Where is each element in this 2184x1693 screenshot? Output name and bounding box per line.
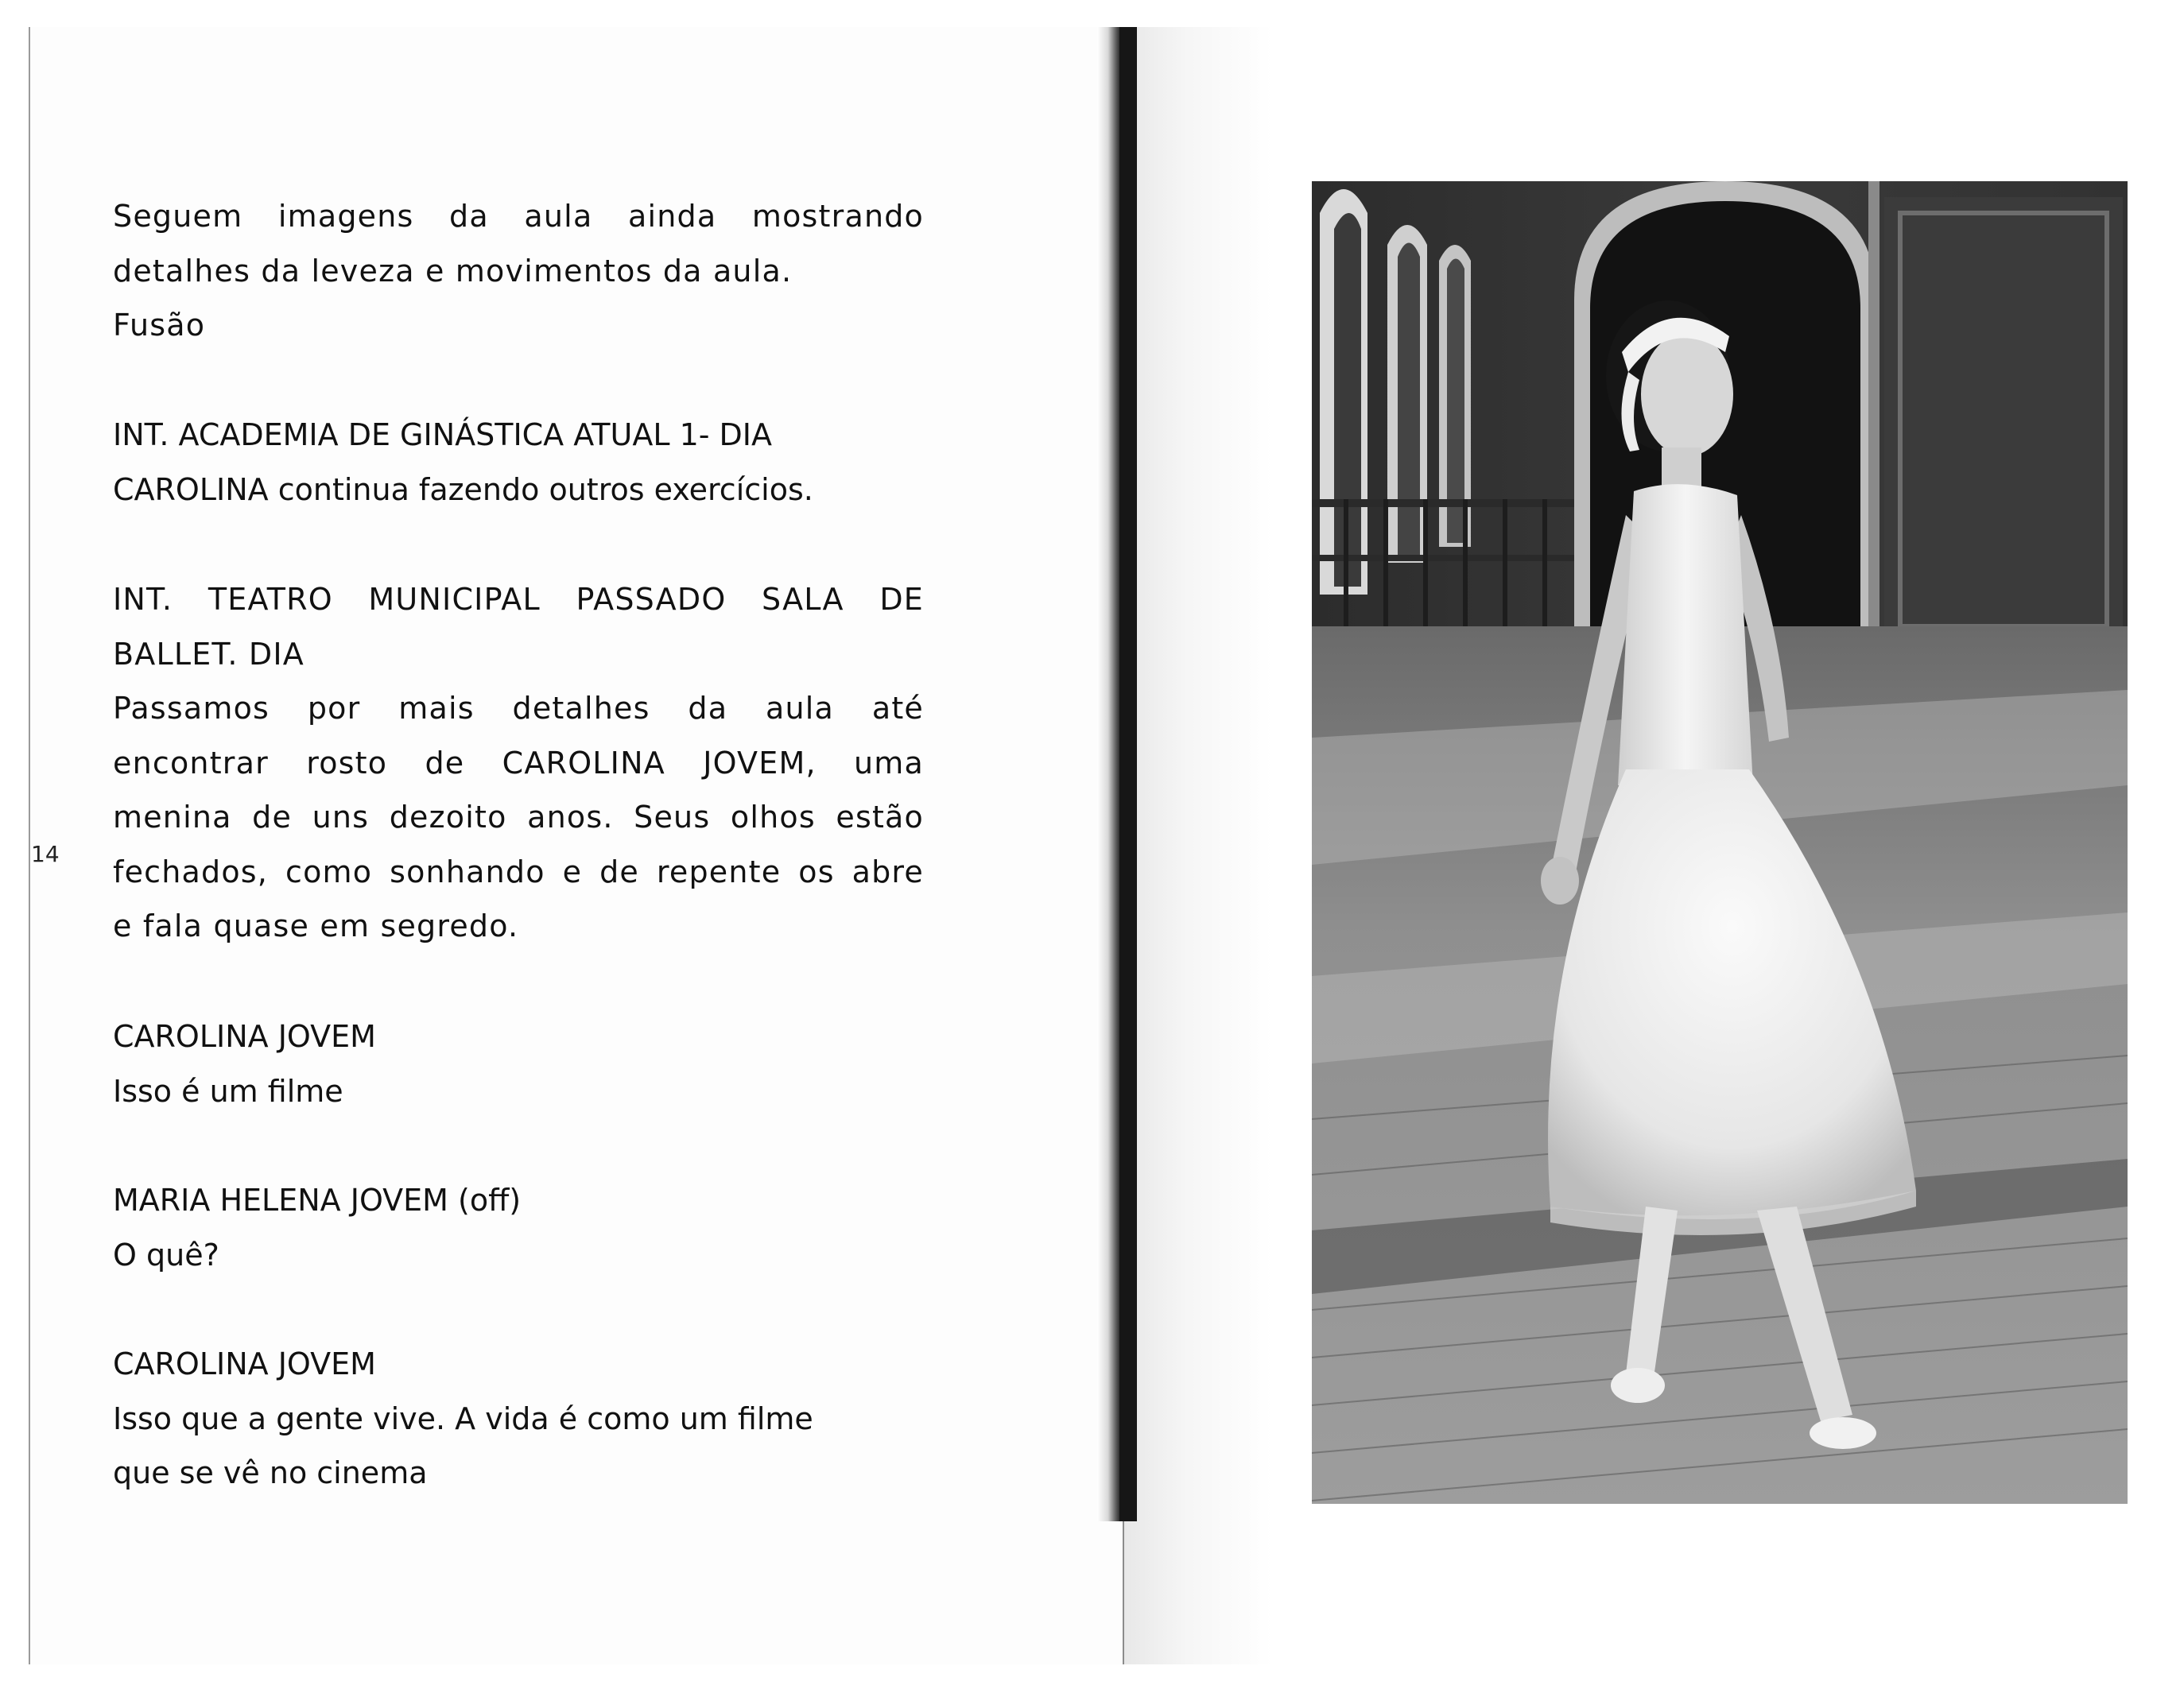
book-fold-line xyxy=(1123,1521,1124,1664)
scene-heading: BALLET. DIA xyxy=(113,636,305,672)
dialogue-line: que se vê no cinema xyxy=(113,1455,428,1490)
text-line: fechados, como sonhando e de repente os abre xyxy=(113,854,924,889)
arched-windows xyxy=(1320,189,1471,595)
text-line: Seguem imagens da aula ainda mostrando xyxy=(113,199,924,234)
character-name: MARIA HELENA JOVEM (off) xyxy=(113,1183,522,1218)
paragraph-scene-description xyxy=(113,189,924,353)
character-name: CAROLINA JOVEM xyxy=(113,1019,376,1054)
paragraph-scene-heading-teatro xyxy=(113,572,924,954)
dialogue-line: Isso é um filme xyxy=(113,1073,343,1109)
text-line: encontrar rosto de CAROLINA JOVEM, uma xyxy=(113,745,924,781)
text-line: menina de uns dezoito anos. Seus olhos estão xyxy=(113,800,924,835)
dialogue-line: Isso que a gente vive. A vida é como um filme xyxy=(113,1401,813,1436)
book-gutter xyxy=(1097,27,1121,1521)
scene-heading: INT. ACADEMIA DE GINÁSTICA ATUAL 1- DIA xyxy=(113,417,773,452)
text-line: Passamos por mais detalhes da aula até xyxy=(113,691,924,726)
dialogue-carolina-1 xyxy=(113,1009,924,1118)
text-line: CAROLINA continua fazendo outros exercícios. xyxy=(113,471,813,507)
text-line: detalhes da leveza e movimentos da aula. xyxy=(113,253,793,289)
text-line: e fala quase em segredo. xyxy=(113,908,519,943)
book-gutter-shadow xyxy=(1119,27,1137,1521)
dialogue-maria-helena xyxy=(113,1173,924,1282)
dialogue-carolina-2 xyxy=(113,1337,924,1501)
page-number: 14 xyxy=(31,841,60,867)
dialogue-line: O quê? xyxy=(113,1237,219,1273)
left-page-edge xyxy=(29,27,30,1664)
paragraph-scene-heading-academia xyxy=(113,408,924,517)
text-line: Fusão xyxy=(113,308,206,343)
character-name: CAROLINA JOVEM xyxy=(113,1346,376,1381)
scene-heading: INT. TEATRO MUNICIPAL PASSADO SALA DE xyxy=(113,582,924,617)
ballerina-photo xyxy=(1312,181,2128,1504)
